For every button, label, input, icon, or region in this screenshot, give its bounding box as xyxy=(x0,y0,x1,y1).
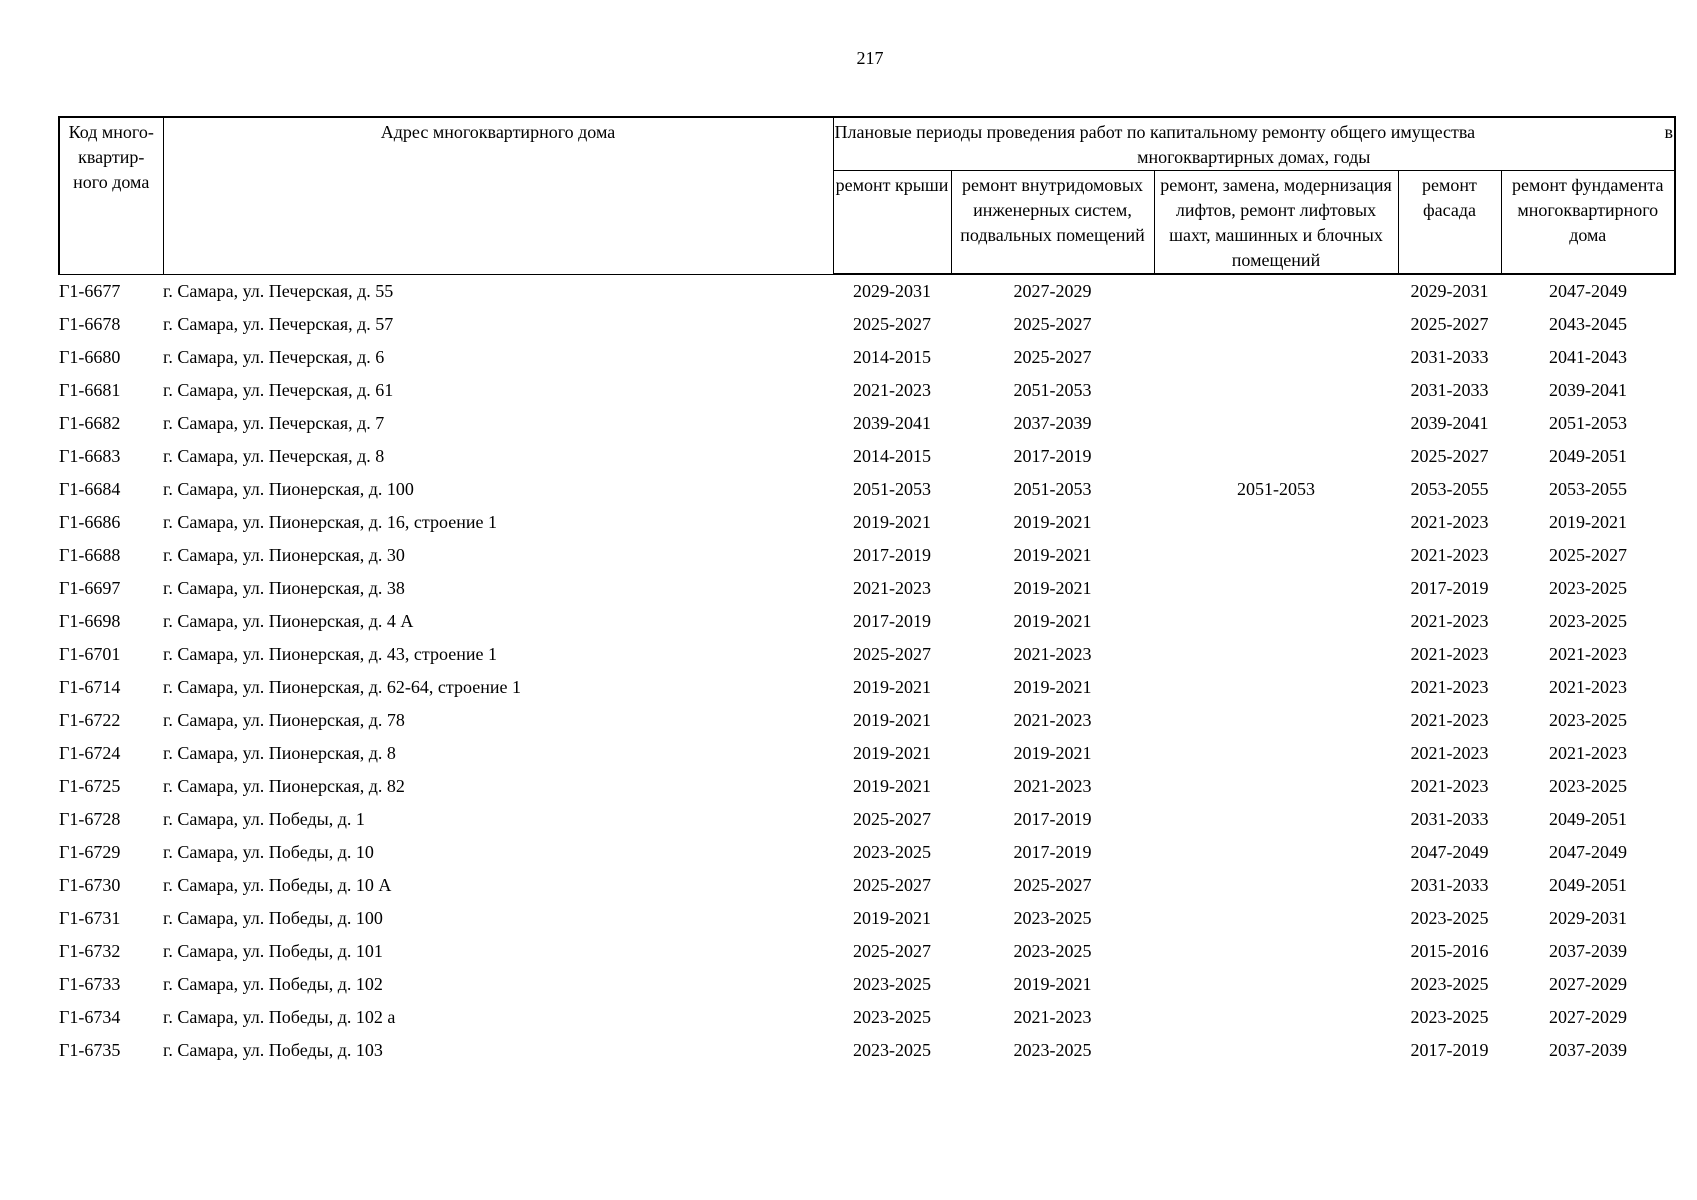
table-row xyxy=(59,704,1675,737)
cell-facade: 2031-2033 xyxy=(1410,809,1489,829)
cell-address: г. Самара, ул. Пионерская, д. 16, строение 1 xyxy=(163,512,497,532)
cell-code: Г1-6684 xyxy=(59,479,121,499)
header-periods xyxy=(833,117,1675,171)
cell-lifts xyxy=(1154,704,1398,737)
cell-roof: 2014-2015 xyxy=(853,446,931,466)
cell-foundation: 2019-2021 xyxy=(1549,512,1627,532)
cell-address: г. Самара, ул. Печерская, д. 6 xyxy=(163,347,385,367)
cell-systems: 2021-2023 xyxy=(1013,1007,1092,1027)
table-row xyxy=(59,638,1675,671)
cell-lifts xyxy=(1154,1034,1398,1067)
cell-facade: 2031-2033 xyxy=(1410,380,1489,400)
cell-foundation: 2029-2031 xyxy=(1549,908,1627,928)
header-periods-suffix: многоквартирных домах, годы xyxy=(1137,147,1371,167)
header-periods-prefix: Плановые периоды проведения работ по капитальному ремонту общего имущества xyxy=(834,122,1476,142)
cell-roof: 2023-2025 xyxy=(853,1040,931,1060)
table-row xyxy=(59,1001,1675,1034)
cell-facade: 2023-2025 xyxy=(1410,974,1489,994)
table-row xyxy=(59,671,1675,704)
table-row xyxy=(59,407,1675,440)
cell-facade: 2021-2023 xyxy=(1410,512,1489,532)
cell-address: г. Самара, ул. Печерская, д. 8 xyxy=(163,446,385,466)
cell-foundation: 2027-2029 xyxy=(1549,974,1627,994)
cell-foundation: 2021-2023 xyxy=(1549,677,1627,697)
cell-lifts xyxy=(1154,935,1398,968)
cell-foundation: 2049-2051 xyxy=(1549,809,1627,829)
cell-systems: 2019-2021 xyxy=(1013,611,1092,631)
header-roof: ремонт крыши xyxy=(833,171,951,275)
header-address: Адрес многоквартирного дома xyxy=(163,117,833,274)
cell-systems: 2017-2019 xyxy=(1013,842,1092,862)
cell-roof: 2019-2021 xyxy=(853,776,931,796)
cell-systems: 2019-2021 xyxy=(1013,974,1092,994)
cell-address: г. Самара, ул. Пионерская, д. 8 xyxy=(163,743,396,763)
cell-systems: 2021-2023 xyxy=(1013,776,1092,796)
cell-code: Г1-6730 xyxy=(59,875,121,895)
repair-schedule-table xyxy=(58,116,1676,1067)
cell-foundation: 2047-2049 xyxy=(1549,842,1627,862)
cell-roof: 2025-2027 xyxy=(853,644,931,664)
table-row xyxy=(59,935,1675,968)
cell-facade: 2017-2019 xyxy=(1410,1040,1489,1060)
cell-address: г. Самара, ул. Победы, д. 102 а xyxy=(163,1007,396,1027)
table-row xyxy=(59,539,1675,572)
cell-code: Г1-6731 xyxy=(59,908,121,928)
cell-foundation: 2023-2025 xyxy=(1549,611,1627,631)
cell-lifts xyxy=(1154,803,1398,836)
table-row xyxy=(59,869,1675,902)
table-row xyxy=(59,902,1675,935)
cell-facade: 2021-2023 xyxy=(1410,743,1489,763)
cell-systems: 2025-2027 xyxy=(1013,314,1092,334)
cell-lifts xyxy=(1154,605,1398,638)
cell-code: Г1-6682 xyxy=(59,413,121,433)
cell-code: Г1-6681 xyxy=(59,380,121,400)
cell-foundation: 2049-2051 xyxy=(1549,446,1627,466)
cell-foundation: 2047-2049 xyxy=(1549,281,1627,301)
cell-facade: 2031-2033 xyxy=(1410,875,1489,895)
cell-address: г. Самара, ул. Печерская, д. 61 xyxy=(163,380,394,400)
cell-facade: 2031-2033 xyxy=(1410,347,1489,367)
cell-code: Г1-6697 xyxy=(59,578,121,598)
cell-systems: 2025-2027 xyxy=(1013,875,1092,895)
cell-roof: 2025-2027 xyxy=(853,875,931,895)
cell-address: г. Самара, ул. Печерская, д. 57 xyxy=(163,314,394,334)
header-foundation: ремонт фундамента многоквартирного дома xyxy=(1501,171,1675,275)
cell-address: г. Самара, ул. Печерская, д. 7 xyxy=(163,413,385,433)
cell-foundation: 2053-2055 xyxy=(1549,479,1627,499)
cell-address: г. Самара, ул. Победы, д. 101 xyxy=(163,941,383,961)
cell-lifts xyxy=(1154,440,1398,473)
cell-systems: 2051-2053 xyxy=(1013,380,1092,400)
table-row xyxy=(59,506,1675,539)
cell-code: Г1-6698 xyxy=(59,611,121,631)
cell-facade: 2047-2049 xyxy=(1410,842,1489,862)
table-header xyxy=(59,117,1675,274)
cell-address: г. Самара, ул. Пионерская, д. 43, строение 1 xyxy=(163,644,497,664)
cell-lifts xyxy=(1154,869,1398,902)
cell-roof: 2021-2023 xyxy=(853,578,931,598)
cell-lifts xyxy=(1154,374,1398,407)
cell-foundation: 2023-2025 xyxy=(1549,776,1627,796)
cell-address: г. Самара, ул. Пионерская, д. 30 xyxy=(163,545,405,565)
cell-roof: 2039-2041 xyxy=(853,413,931,433)
cell-address: г. Самара, ул. Пионерская, д. 62-64, строение 1 xyxy=(163,677,521,697)
cell-foundation: 2051-2053 xyxy=(1549,413,1627,433)
table-row xyxy=(59,308,1675,341)
cell-lifts xyxy=(1154,737,1398,770)
page-number: 217 xyxy=(856,48,884,68)
cell-address: г. Самара, ул. Пионерская, д. 38 xyxy=(163,578,405,598)
cell-code: Г1-6677 xyxy=(59,280,121,301)
table-row xyxy=(59,374,1675,407)
cell-facade: 2021-2023 xyxy=(1410,545,1489,565)
cell-lifts xyxy=(1154,902,1398,935)
cell-lifts xyxy=(1154,671,1398,704)
cell-lifts xyxy=(1154,506,1398,539)
cell-address: г. Самара, ул. Победы, д. 103 xyxy=(163,1040,383,1060)
table-row xyxy=(59,572,1675,605)
cell-lifts xyxy=(1154,539,1398,572)
cell-address: г. Самара, ул. Победы, д. 10 А xyxy=(163,875,392,895)
table-body xyxy=(59,274,1675,1067)
cell-address: г. Самара, ул. Победы, д. 1 xyxy=(163,809,365,829)
cell-lifts xyxy=(1154,572,1398,605)
cell-foundation: 2041-2043 xyxy=(1549,347,1627,367)
header-periods-in: в xyxy=(1664,122,1674,142)
cell-roof: 2021-2023 xyxy=(853,380,931,400)
cell-code: Г1-6732 xyxy=(59,941,121,961)
cell-roof: 2019-2021 xyxy=(853,710,931,730)
cell-systems: 2023-2025 xyxy=(1013,908,1092,928)
cell-address: г. Самара, ул. Пионерская, д. 78 xyxy=(163,710,405,730)
cell-code: Г1-6688 xyxy=(59,545,121,565)
cell-foundation: 2023-2025 xyxy=(1549,710,1627,730)
header-facade: ремонт фасада xyxy=(1398,171,1501,275)
cell-systems: 2019-2021 xyxy=(1013,578,1092,598)
table-row xyxy=(59,836,1675,869)
cell-address: г. Самара, ул. Пионерская, д. 82 xyxy=(163,776,405,796)
cell-systems: 2017-2019 xyxy=(1013,809,1092,829)
cell-systems: 2027-2029 xyxy=(1013,281,1092,301)
cell-lifts xyxy=(1154,274,1398,308)
cell-roof: 2025-2027 xyxy=(853,941,931,961)
table-row xyxy=(59,605,1675,638)
cell-foundation: 2025-2027 xyxy=(1549,545,1627,565)
cell-foundation: 2039-2041 xyxy=(1549,380,1627,400)
cell-facade: 2021-2023 xyxy=(1410,776,1489,796)
cell-lifts xyxy=(1154,308,1398,341)
cell-lifts xyxy=(1154,836,1398,869)
cell-address: г. Самара, ул. Пионерская, д. 4 А xyxy=(163,611,414,631)
cell-roof: 2023-2025 xyxy=(853,842,931,862)
cell-facade: 2015-2016 xyxy=(1410,941,1489,961)
cell-facade: 2025-2027 xyxy=(1410,314,1489,334)
table-row xyxy=(59,968,1675,1001)
cell-systems: 2051-2053 xyxy=(1013,479,1092,499)
cell-lifts xyxy=(1154,638,1398,671)
cell-facade: 2029-2031 xyxy=(1410,281,1489,301)
cell-foundation: 2027-2029 xyxy=(1549,1007,1627,1027)
cell-lifts xyxy=(1154,1001,1398,1034)
cell-facade: 2023-2025 xyxy=(1410,1007,1489,1027)
cell-systems: 2019-2021 xyxy=(1013,677,1092,697)
cell-roof: 2051-2053 xyxy=(853,479,931,499)
cell-facade: 2017-2019 xyxy=(1410,578,1489,598)
cell-facade: 2053-2055 xyxy=(1410,479,1489,499)
cell-foundation: 2021-2023 xyxy=(1549,743,1627,763)
header-code: Код много-квартир-ного дома xyxy=(59,117,163,274)
cell-roof: 2023-2025 xyxy=(853,974,931,994)
cell-code: Г1-6734 xyxy=(59,1007,121,1027)
cell-foundation: 2023-2025 xyxy=(1549,578,1627,598)
header-lifts: ремонт, замена, модернизация лифтов, ремонт лифтовых шахт, машинных и блочных помещений xyxy=(1154,171,1398,275)
cell-systems: 2019-2021 xyxy=(1013,743,1092,763)
table-row xyxy=(59,737,1675,770)
cell-systems: 2021-2023 xyxy=(1013,644,1092,664)
cell-roof: 2017-2019 xyxy=(853,545,931,565)
cell-foundation: 2037-2039 xyxy=(1549,1040,1627,1060)
cell-roof: 2019-2021 xyxy=(853,908,931,928)
cell-foundation: 2037-2039 xyxy=(1549,941,1627,961)
cell-address: г. Самара, ул. Победы, д. 102 xyxy=(163,974,383,994)
cell-facade: 2025-2027 xyxy=(1410,446,1489,466)
cell-lifts xyxy=(1154,341,1398,374)
cell-systems: 2019-2021 xyxy=(1013,545,1092,565)
cell-code: Г1-6735 xyxy=(59,1040,121,1060)
cell-roof: 2025-2027 xyxy=(853,314,931,334)
cell-facade: 2021-2023 xyxy=(1410,710,1489,730)
cell-roof: 2029-2031 xyxy=(853,281,931,301)
cell-address: г. Самара, ул. Победы, д. 10 xyxy=(163,842,374,862)
cell-systems: 2017-2019 xyxy=(1013,446,1092,466)
table-row xyxy=(59,341,1675,374)
cell-roof: 2014-2015 xyxy=(853,347,931,367)
cell-address: г. Самара, ул. Победы, д. 100 xyxy=(163,908,383,928)
cell-foundation: 2021-2023 xyxy=(1549,644,1627,664)
table-row xyxy=(59,803,1675,836)
cell-roof: 2019-2021 xyxy=(853,512,931,532)
cell-systems: 2023-2025 xyxy=(1013,1040,1092,1060)
cell-roof: 2025-2027 xyxy=(853,809,931,829)
cell-lifts xyxy=(1154,407,1398,440)
table-row xyxy=(59,770,1675,803)
cell-code: Г1-6733 xyxy=(59,974,121,994)
cell-facade: 2039-2041 xyxy=(1410,413,1489,433)
table-row xyxy=(59,274,1675,308)
cell-roof: 2023-2025 xyxy=(853,1007,931,1027)
cell-code: Г1-6686 xyxy=(59,512,121,532)
cell-roof: 2019-2021 xyxy=(853,677,931,697)
table-row xyxy=(59,440,1675,473)
cell-code: Г1-6714 xyxy=(59,677,121,697)
cell-facade: 2021-2023 xyxy=(1410,611,1489,631)
cell-systems: 2019-2021 xyxy=(1013,512,1092,532)
cell-code: Г1-6728 xyxy=(59,809,121,829)
cell-code: Г1-6678 xyxy=(59,314,121,334)
cell-code: Г1-6725 xyxy=(59,776,121,796)
cell-foundation: 2043-2045 xyxy=(1549,314,1627,334)
cell-lifts: 2051-2053 xyxy=(1237,479,1315,499)
cell-facade: 2023-2025 xyxy=(1410,908,1489,928)
table-row xyxy=(59,473,1675,506)
cell-code: Г1-6683 xyxy=(59,446,121,466)
cell-systems: 2025-2027 xyxy=(1013,347,1092,367)
cell-code: Г1-6680 xyxy=(59,347,121,367)
cell-roof: 2017-2019 xyxy=(853,611,931,631)
cell-systems: 2037-2039 xyxy=(1013,413,1092,433)
cell-facade: 2021-2023 xyxy=(1410,644,1489,664)
cell-code: Г1-6724 xyxy=(59,743,121,763)
cell-code: Г1-6722 xyxy=(59,710,121,730)
cell-lifts xyxy=(1154,770,1398,803)
cell-roof: 2019-2021 xyxy=(853,743,931,763)
cell-facade: 2021-2023 xyxy=(1410,677,1489,697)
cell-address: г. Самара, ул. Печерская, д. 55 xyxy=(163,280,394,301)
cell-systems: 2021-2023 xyxy=(1013,710,1092,730)
cell-foundation: 2049-2051 xyxy=(1549,875,1627,895)
header-systems: ремонт внутридомовых инженерных систем, подвальных помещений xyxy=(951,171,1154,275)
cell-lifts xyxy=(1154,968,1398,1001)
cell-address: г. Самара, ул. Пионерская, д. 100 xyxy=(163,479,414,499)
cell-systems: 2023-2025 xyxy=(1013,941,1092,961)
table-row xyxy=(59,1034,1675,1067)
cell-code: Г1-6729 xyxy=(59,842,121,862)
cell-code: Г1-6701 xyxy=(59,644,121,664)
